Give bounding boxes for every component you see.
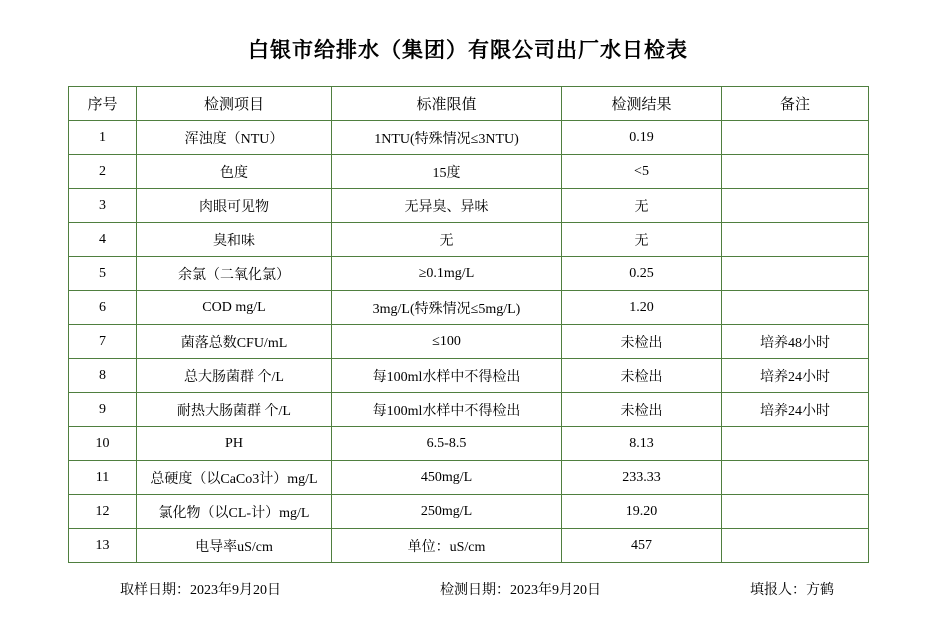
cell-note [722,529,869,563]
cell-note [722,461,869,495]
cell-no: 11 [69,461,137,495]
cell-result: 233.33 [562,461,722,495]
column-header-note: 备注 [722,87,869,121]
cell-item: 色度 [137,155,332,189]
report-table [68,86,869,563]
cell-result: 19.20 [562,495,722,529]
cell-limit: 15度 [332,155,562,189]
cell-no: 3 [69,189,137,223]
cell-note: 培养48小时 [722,325,869,359]
cell-limit: ≤100 [332,325,562,359]
cell-no: 5 [69,257,137,291]
page-title: 白银市给排水（集团）有限公司出厂水日检表 [248,38,688,62]
cell-result: 无 [562,223,722,257]
cell-item: 臭和味 [137,223,332,257]
cell-no: 1 [69,121,137,155]
cell-note [722,155,869,189]
cell-no: 2 [69,155,137,189]
cell-note [722,189,869,223]
cell-note [722,121,869,155]
table-row [69,325,869,359]
table-row [69,359,869,393]
cell-result: 8.13 [562,427,722,461]
cell-result: <5 [562,155,722,189]
cell-item: 电导率uS/cm [137,529,332,563]
sampling-date: 取样日期：2023年9月20日 [120,583,281,598]
cell-note: 培养24小时 [722,359,869,393]
cell-item: 浑浊度（NTU） [137,121,332,155]
cell-result: 1.20 [562,291,722,325]
cell-item: PH [137,427,332,461]
cell-item: 氯化物（以CL-计）mg/L [137,495,332,529]
cell-no: 10 [69,427,137,461]
cell-limit: 单位：uS/cm [332,529,562,563]
cell-result: 未检出 [562,325,722,359]
cell-limit: 250mg/L [332,495,562,529]
reporter: 填报人：方鹤 [750,583,834,598]
cell-note [722,291,869,325]
cell-no: 8 [69,359,137,393]
cell-note [722,223,869,257]
table-row [69,495,869,529]
column-header-result: 检测结果 [562,87,722,121]
cell-no: 9 [69,393,137,427]
table-row [69,257,869,291]
table-row [69,461,869,495]
testing-date: 检测日期：2023年9月20日 [440,583,601,598]
cell-result: 0.25 [562,257,722,291]
cell-result: 未检出 [562,393,722,427]
column-header-no: 序号 [69,87,137,121]
cell-note [722,495,869,529]
table-row [69,529,869,563]
table-body [69,121,869,563]
cell-limit: ≥0.1mg/L [332,257,562,291]
cell-limit: 无 [332,223,562,257]
cell-limit: 无异臭、异味 [332,189,562,223]
cell-result: 457 [562,529,722,563]
cell-no: 13 [69,529,137,563]
cell-no: 4 [69,223,137,257]
cell-limit: 450mg/L [332,461,562,495]
cell-item: 菌落总数CFU/mL [137,325,332,359]
table-row [69,291,869,325]
cell-limit: 6.5-8.5 [332,427,562,461]
table-header [69,87,869,121]
report-table-wrapper [68,86,868,563]
cell-result: 0.19 [562,121,722,155]
cell-no: 12 [69,495,137,529]
cell-item: COD mg/L [137,291,332,325]
cell-item: 总硬度（以CaCo3计）mg/L [137,461,332,495]
table-row [69,223,869,257]
table-row [69,393,869,427]
column-header-item: 检测项目 [137,87,332,121]
cell-no: 7 [69,325,137,359]
table-header-row [69,87,869,121]
cell-limit: 1NTU(特殊情况≤3NTU) [332,121,562,155]
cell-note [722,257,869,291]
cell-note: 培养24小时 [722,393,869,427]
cell-item: 耐热大肠菌群 个/L [137,393,332,427]
cell-item: 余氯（二氧化氯） [137,257,332,291]
cell-item: 肉眼可见物 [137,189,332,223]
cell-limit: 3mg/L(特殊情况≤5mg/L) [332,291,562,325]
cell-limit: 每100ml水样中不得检出 [332,359,562,393]
table-row [69,155,869,189]
cell-result: 未检出 [562,359,722,393]
table-row [69,427,869,461]
cell-limit: 每100ml水样中不得检出 [332,393,562,427]
column-header-limit: 标准限值 [332,87,562,121]
cell-no: 6 [69,291,137,325]
cell-item: 总大肠菌群 个/L [137,359,332,393]
table-row [69,121,869,155]
cell-result: 无 [562,189,722,223]
table-row [69,189,869,223]
cell-note [722,427,869,461]
footer [68,579,868,599]
